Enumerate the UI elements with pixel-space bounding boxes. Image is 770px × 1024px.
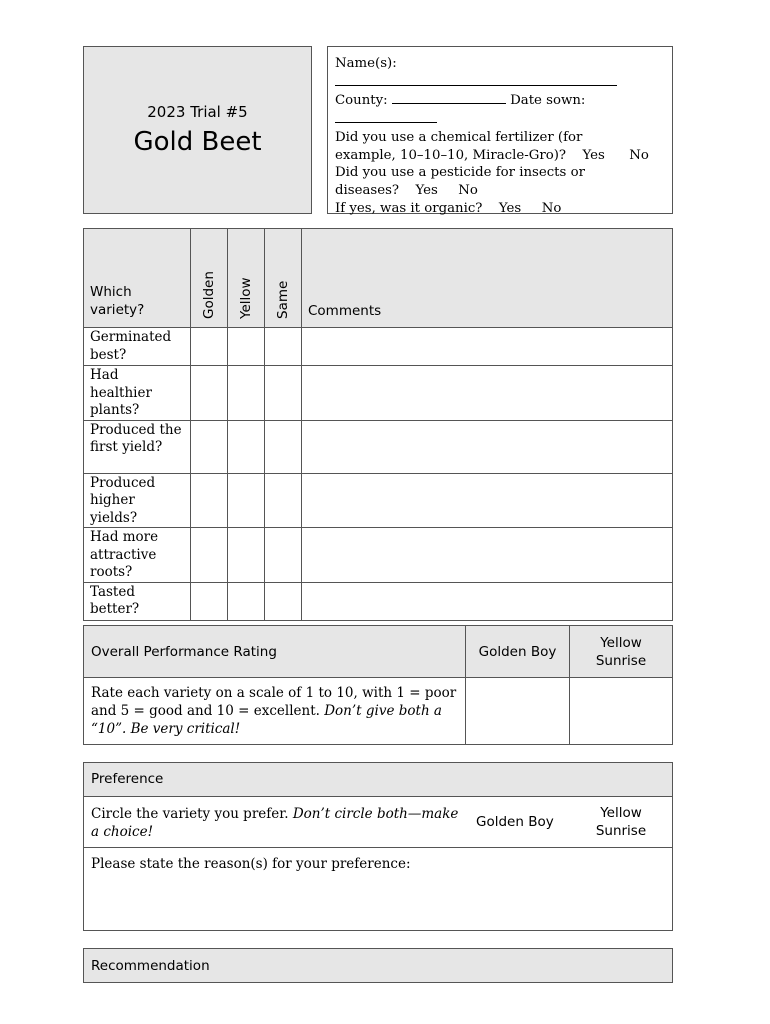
rating-header-row xyxy=(84,626,673,678)
comments-cell[interactable] xyxy=(302,582,673,620)
pesticide-question-2: diseases? xyxy=(335,182,400,198)
date-sown-blank[interactable] xyxy=(335,110,437,123)
rating-instructions: Rate each variety on a scale of 1 to 10, with 1 = poor and 5 = good and 10 = excellent. xyxy=(91,685,457,719)
county-blank[interactable] xyxy=(392,91,506,104)
county-label: County: xyxy=(335,93,388,109)
preference-instructions: Circle the variety you prefer. xyxy=(91,806,289,822)
golden-cell[interactable] xyxy=(191,328,228,366)
table-row xyxy=(84,328,673,366)
table-header-row xyxy=(84,229,673,328)
question-label: Produced higher yields? xyxy=(84,473,191,528)
fertilizer-no[interactable]: No xyxy=(629,147,649,163)
fertilizer-yes[interactable]: Yes xyxy=(582,147,605,163)
grower-info-panel xyxy=(327,46,673,214)
recommendation-title: Recommendation xyxy=(83,948,673,983)
rating-golden-boy-cell[interactable] xyxy=(466,678,570,745)
preference-instructions-block xyxy=(91,805,461,841)
preference-reason-label: Please state the reason(s) for your preference: xyxy=(91,856,411,872)
golden-cell[interactable] xyxy=(191,366,228,421)
pesticide-row-2 xyxy=(335,182,665,200)
golden-cell[interactable] xyxy=(191,473,228,528)
organic-no[interactable]: No xyxy=(541,200,562,216)
yellow-cell[interactable] xyxy=(228,528,265,583)
question-label: Germinated best? xyxy=(84,328,191,366)
pesticide-yes[interactable]: Yes xyxy=(415,182,438,198)
comments-cell[interactable] xyxy=(302,528,673,583)
same-cell[interactable] xyxy=(265,328,302,366)
rating-variety1: Golden Boy xyxy=(466,626,570,678)
preference-option2-label: Yellow Sunrise xyxy=(595,805,647,839)
preference-emphasis: Don’t circle both—make a choice! xyxy=(91,806,459,840)
yellow-cell[interactable] xyxy=(228,582,265,620)
county-row xyxy=(335,91,665,110)
header-golden-label: Golden xyxy=(201,271,217,319)
organic-yes[interactable]: Yes xyxy=(498,200,522,216)
question-label: Had more attractive roots? xyxy=(84,528,191,583)
comments-cell[interactable] xyxy=(302,473,673,528)
rating-instructions-cell xyxy=(84,678,466,745)
comments-cell[interactable] xyxy=(302,328,673,366)
preference-title: Preference xyxy=(84,763,672,797)
rating-emphasis: Don’t give both a “10”. Be very critical! xyxy=(91,703,442,737)
crop-title: Gold Beet xyxy=(133,127,262,157)
header-same-label: Same xyxy=(275,280,291,319)
pesticide-row-1 xyxy=(335,164,665,182)
date-blank-row[interactable] xyxy=(335,110,665,129)
comments-cell[interactable] xyxy=(302,366,673,421)
table-row xyxy=(84,366,673,421)
golden-cell[interactable] xyxy=(191,420,228,473)
yellow-cell[interactable] xyxy=(228,328,265,366)
same-cell[interactable] xyxy=(265,582,302,620)
yellow-cell[interactable] xyxy=(228,420,265,473)
names-blank[interactable] xyxy=(335,73,617,86)
table-row xyxy=(84,528,673,583)
header-comments: Comments xyxy=(302,229,673,328)
pesticide-question: Did you use a pesticide for insects or xyxy=(335,165,585,181)
date-sown-label: Date sown: xyxy=(510,93,586,109)
golden-cell[interactable] xyxy=(191,528,228,583)
table-row xyxy=(84,420,673,473)
same-cell[interactable] xyxy=(265,420,302,473)
yellow-cell[interactable] xyxy=(228,366,265,421)
header-same xyxy=(265,229,302,328)
same-cell[interactable] xyxy=(265,528,302,583)
preference-option-golden-boy[interactable]: Golden Boy xyxy=(476,814,554,830)
title-panel xyxy=(83,46,312,214)
fertilizer-question: Did you use a chemical fertilizer (for xyxy=(335,129,583,145)
performance-rating-table xyxy=(83,625,673,745)
header-yellow-label: Yellow xyxy=(238,277,254,319)
question-label: Produced the first yield? xyxy=(84,420,191,473)
table-row xyxy=(84,473,673,528)
yellow-cell[interactable] xyxy=(228,473,265,528)
same-cell[interactable] xyxy=(265,366,302,421)
header-golden xyxy=(191,229,228,328)
rating-variety2 xyxy=(570,626,673,678)
preference-section xyxy=(83,762,673,931)
trial-label: 2023 Trial #5 xyxy=(147,103,248,121)
pesticide-no[interactable]: No xyxy=(458,182,478,198)
question-label: Had healthier plants? xyxy=(84,366,191,421)
fertilizer-row-2 xyxy=(335,147,665,165)
rating-title: Overall Performance Rating xyxy=(84,626,466,678)
names-row xyxy=(335,55,665,73)
comments-cell[interactable] xyxy=(302,420,673,473)
names-label: Name(s): xyxy=(335,56,397,71)
fertilizer-row-1 xyxy=(335,129,665,147)
preference-choice-row xyxy=(84,797,672,848)
preference-option-yellow-sunrise[interactable] xyxy=(580,804,662,840)
fertilizer-question-2: example, 10–10–10, Miracle-Gro)? xyxy=(335,147,567,163)
organic-row xyxy=(335,200,665,218)
header-which-variety: Which variety? xyxy=(84,229,191,328)
golden-cell[interactable] xyxy=(191,582,228,620)
organic-question: If yes, was it organic? xyxy=(335,200,483,216)
same-cell[interactable] xyxy=(265,473,302,528)
rating-variety2-label: Yellow Sunrise xyxy=(595,634,647,669)
rating-input-row xyxy=(84,678,673,745)
header-yellow xyxy=(228,229,265,328)
variety-comparison-table xyxy=(83,228,673,621)
table-row xyxy=(84,582,673,620)
names-blank-row[interactable] xyxy=(335,73,665,92)
rating-yellow-sunrise-cell[interactable] xyxy=(570,678,673,745)
question-label: Tasted better? xyxy=(84,582,191,620)
